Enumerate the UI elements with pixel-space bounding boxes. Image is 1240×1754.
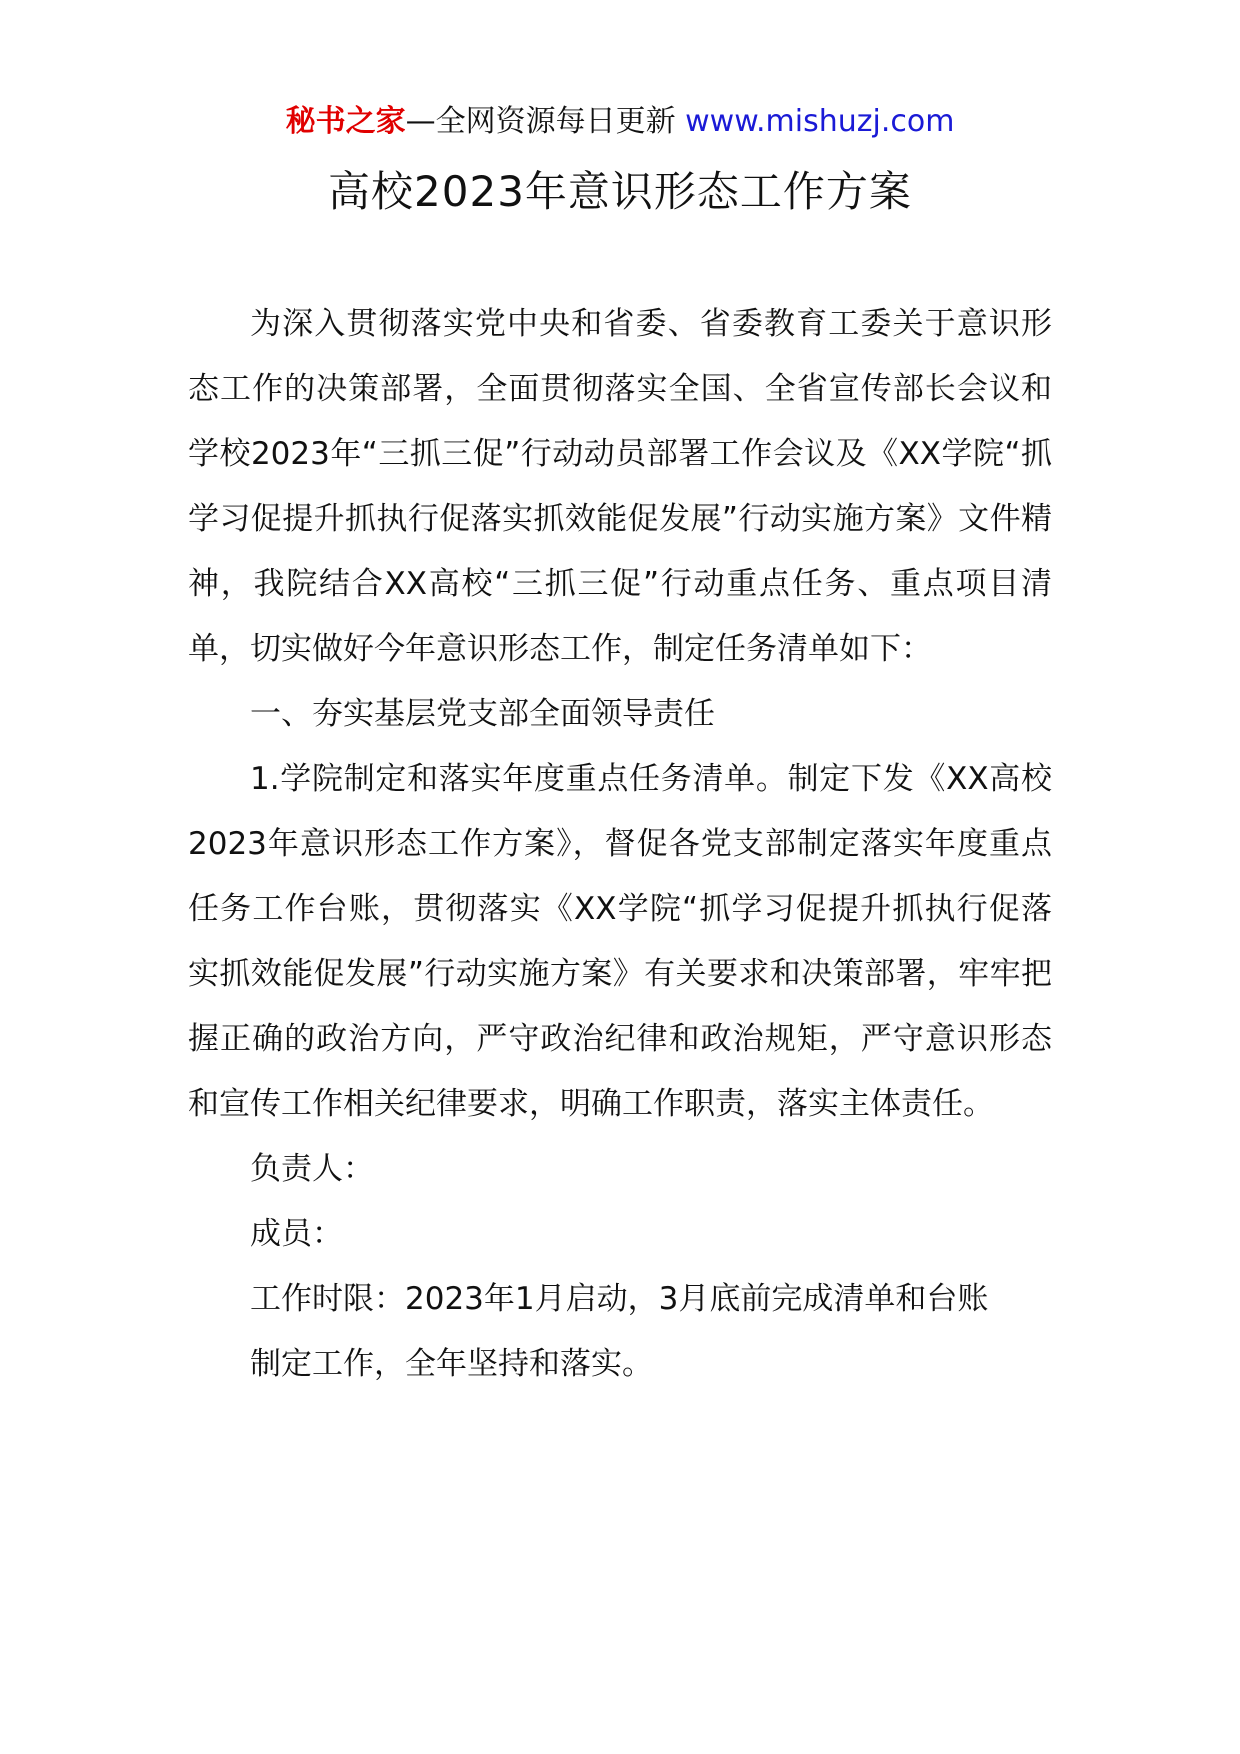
site-header <box>0 100 1240 144</box>
task-paragraph: 1.学院制定和落实年度重点任务清单。制定下发《XX高校2023年意识形态工作方案》，督促各党支部制定落实年度重点任务工作台账，贯彻落实《XX学院“抓学习促提升抓执行促落实抓效能促发展”行动实施方案》有关要求和决策部署，牢牢把握正确的政治方向，严守政治纪律和政治规矩，严守意识形态和宣传工作相关纪律要求，明确工作职责，落实主体责任。 <box>188 761 1052 1122</box>
document-title: 高校2023年意识形态工作方案 <box>328 167 912 216</box>
time-limit-line: 工作时限：2023年1月启动，3月底前完成清单和台账 <box>250 1281 989 1317</box>
site-url-link[interactable]: www.mishuzj.com <box>685 104 955 139</box>
brand-name: 秘书之家 <box>285 104 406 139</box>
intro-paragraph: 为深入贯彻落实党中央和省委、省委教育工委关于意识形态工作的决策部署，全面贯彻落实全国、全省宣传部长会议和学校2023年“三抓三促”行动动员部署工作会议及《XX学院“抓学习促提升抓执行促落实抓效能促发展”行动实施方案》文件精神，我院结合XX高校“三抓三促”行动重点任务、重点项目清单，切实做好今年意识形态工作，制定任务清单如下： <box>188 306 1052 667</box>
header-slogan: —全网资源每日更新 <box>405 104 686 139</box>
section-heading: 一、夯实基层党支部全面领导责任 <box>250 696 715 732</box>
document-body <box>188 292 1052 1397</box>
responsible-person-line: 负责人： <box>250 1151 374 1187</box>
members-line: 成员： <box>250 1216 343 1252</box>
time-limit-continuation: 制定工作，全年坚持和落实。 <box>250 1346 653 1382</box>
